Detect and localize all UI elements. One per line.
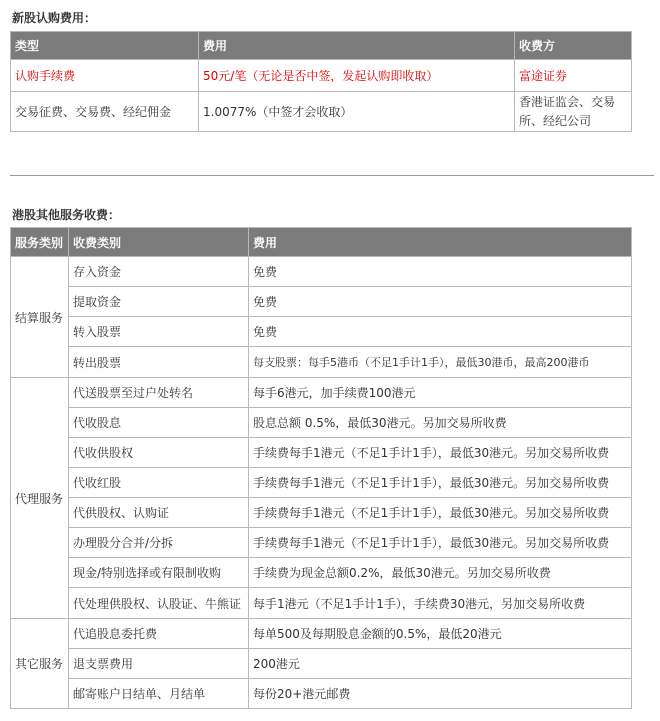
fee-item: 存入资金 (69, 257, 249, 287)
table-row (11, 257, 632, 287)
section-title-other-services: 港股其他服务收费： (12, 208, 121, 222)
fee-item: 邮寄账户日结单、月结单 (69, 679, 249, 709)
other-services-table (10, 227, 632, 709)
fee-amount: 手续费每手1港元（不足1手计1手），最低30港元。另加交易所收费 (249, 468, 632, 498)
fee-item: 现金/特别选择或有限制收购 (69, 558, 249, 588)
section-divider (10, 175, 654, 176)
table-row (11, 60, 632, 92)
table-row (11, 408, 632, 438)
table-row (11, 649, 632, 679)
fee-amount: 手续费为现金总额0.2%，最低30港元。另加交易所收费 (249, 558, 632, 588)
fee-amount: 200港元 (249, 649, 632, 679)
fee-payee: 香港证监会、交易所、经纪公司 (515, 92, 632, 132)
fee-amount: 1.0077%（中签才会收取） (199, 92, 515, 132)
column-header: 费用 (249, 228, 632, 257)
service-category: 其它服务 (11, 619, 69, 709)
ipo-fees-table (10, 31, 632, 132)
fee-amount: 免费 (249, 257, 632, 287)
table-row (11, 498, 632, 528)
fee-amount: 每单500及每期股息金额的0.5%，最低20港元 (249, 619, 632, 649)
section-title-ipo-fees: 新股认购费用： (12, 11, 97, 25)
fee-item: 转入股票 (69, 317, 249, 347)
service-category: 代理服务 (11, 378, 69, 619)
fee-type: 认购手续费 (11, 60, 199, 92)
fee-item: 代收红股 (69, 468, 249, 498)
column-header: 服务类别 (11, 228, 69, 257)
table-row (11, 317, 632, 347)
column-header: 收费类别 (69, 228, 249, 257)
fee-item: 代处理供股权、认股证、牛熊证 (69, 588, 249, 619)
table-row (11, 588, 632, 619)
fee-item: 退支票费用 (69, 649, 249, 679)
fee-payee: 富途证券 (515, 60, 632, 92)
table-row (11, 92, 632, 132)
fee-item: 提取资金 (69, 287, 249, 317)
service-category: 结算服务 (11, 257, 69, 378)
fee-amount: 每份20+港元邮费 (249, 679, 632, 709)
fee-item: 代送股票至过户处转名 (69, 378, 249, 408)
table-row (11, 558, 632, 588)
fee-item: 办理股分合并/分拆 (69, 528, 249, 558)
fee-type: 交易征费、交易费、经纪佣金 (11, 92, 199, 132)
table-row (11, 679, 632, 709)
fee-amount: 手续费每手1港元（不足1手计1手），最低30港元。另加交易所收费 (249, 528, 632, 558)
fee-amount: 每支股票：每手5港币（不足1手计1手），最低30港币，最高200港币 (249, 347, 632, 378)
fee-item: 代追股息委托费 (69, 619, 249, 649)
column-header: 收费方 (515, 32, 632, 60)
fee-amount: 免费 (249, 317, 632, 347)
table-header-row (11, 228, 632, 257)
fee-item: 转出股票 (69, 347, 249, 378)
table-row (11, 438, 632, 468)
fee-amount: 股息总额 0.5%，最低30港元。另加交易所收费 (249, 408, 632, 438)
table-header-row (11, 32, 632, 60)
table-row (11, 528, 632, 558)
fee-amount: 手续费每手1港元（不足1手计1手），最低30港元。另加交易所收费 (249, 438, 632, 468)
table-row (11, 619, 632, 649)
fee-item: 代收供股权 (69, 438, 249, 468)
fee-item: 代收股息 (69, 408, 249, 438)
column-header: 费用 (199, 32, 515, 60)
fee-item: 代供股权、认购证 (69, 498, 249, 528)
fee-amount: 每手1港元（不足1手计1手），手续费30港元，另加交易所收费 (249, 588, 632, 619)
fee-amount: 50元/笔（无论是否中签，发起认购即收取） (199, 60, 515, 92)
fee-amount: 每手6港元，加手续费100港元 (249, 378, 632, 408)
fee-amount: 免费 (249, 287, 632, 317)
column-header: 类型 (11, 32, 199, 60)
table-row (11, 378, 632, 408)
table-row (11, 347, 632, 378)
fee-amount: 手续费每手1港元（不足1手计1手），最低30港元。另加交易所收费 (249, 498, 632, 528)
table-row (11, 468, 632, 498)
table-row (11, 287, 632, 317)
